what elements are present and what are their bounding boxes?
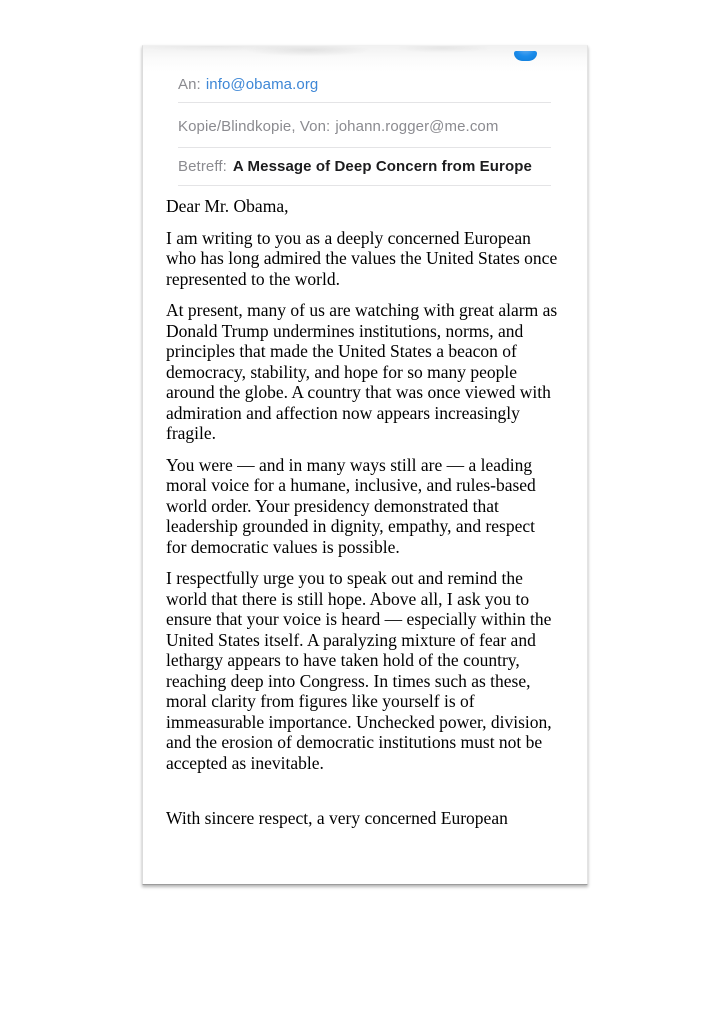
body-paragraph: I respectfully urge you to speak out and remind the world that there is still hope. Above all, I ask you to ensure that your voice is heard — especially within the United States itself. A paralyzing mixture of fear and lethargy appears to have taken hold of the country, reaching deep into Congress. In times such as these, moral clarity from figures like yourself is of immeasurable importance. Unchecked power, division, and the erosion of democratic institutions must not be accepted as inevitable.	[166, 568, 552, 773]
cc-bcc-from-field-label: Kopie/Blindkopie, Von:	[178, 118, 331, 135]
greeting-line: Dear Mr. Obama,	[166, 196, 289, 216]
body-paragraph: You were — and in many ways still are — a leading moral voice for a humane, inclusive, and rules-based world order. Your presidency demonstrated that leadership grounded in dignity, empathy, and respect for democratic values is possible.	[166, 454, 536, 557]
cc-bcc-from-field-row[interactable]	[178, 117, 557, 136]
to-field-label: An:	[178, 76, 201, 93]
to-field-row[interactable]	[178, 75, 557, 94]
separator-line	[178, 147, 551, 148]
body-paragraph: I am writing to you as a deeply concerned European who has long admired the values the United States once represented to the world.	[166, 227, 558, 289]
subject-field-label: Betreff:	[178, 158, 227, 175]
separator-line	[178, 185, 551, 186]
blue-circle-partial-icon	[514, 51, 537, 61]
separator-line	[178, 102, 551, 103]
from-address-value[interactable]: johann.rogger@me.com	[335, 118, 499, 135]
message-body[interactable]	[166, 196, 558, 829]
to-address-link[interactable]: info@obama.org	[205, 76, 319, 93]
subject-value[interactable]: A Message of Deep Concern from Europe	[232, 158, 532, 175]
body-paragraph: At present, many of us are watching with great alarm as Donald Trump undermines institutions, norms, and principles that made the United States a beacon of democracy, stability, and hope for so many people around the globe. A country that was once viewed with admiration and affection now appears increasingly fragile.	[166, 300, 558, 443]
subject-field-row[interactable]	[178, 157, 557, 176]
closing-line: With sincere respect, a very concerned European	[166, 808, 508, 828]
email-compose-card	[142, 45, 588, 885]
